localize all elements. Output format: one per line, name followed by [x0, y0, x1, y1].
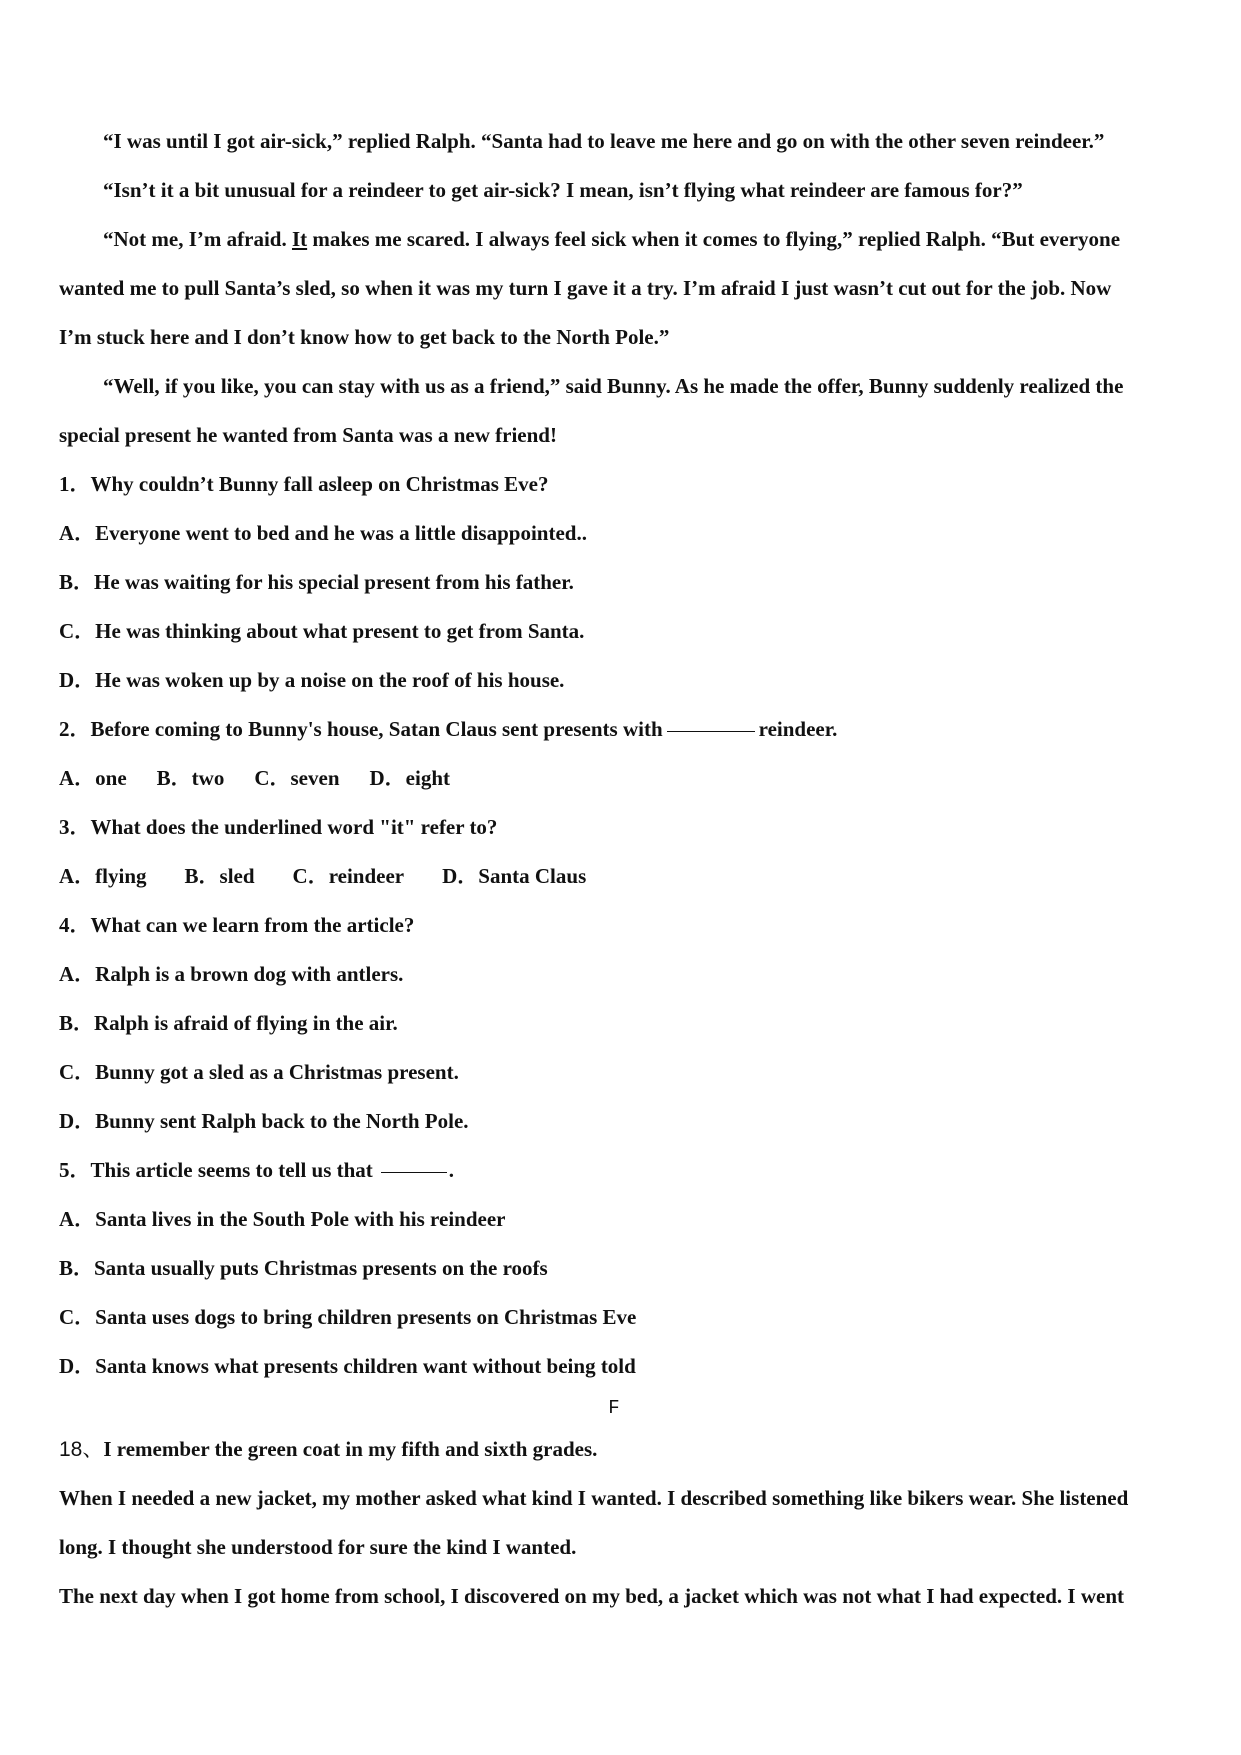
answer-option: B．He was waiting for his special present from his father. — [59, 570, 574, 594]
answer-option: B．Santa usually puts Christmas presents on the roofs — [59, 1256, 548, 1280]
answer-option: D．Santa Claus — [442, 864, 587, 888]
answer-option: B．sled — [184, 864, 255, 888]
answer-option: D．eight — [369, 766, 451, 790]
question-text: . — [448, 1158, 455, 1182]
answer-options-row — [59, 852, 1179, 901]
answer-option: A．Ralph is a brown dog with antlers. — [59, 962, 404, 986]
story-line: special present he wanted from Santa was a new friend! — [59, 423, 557, 447]
answer-option: B．two — [156, 766, 225, 790]
answer-option: C．Santa uses dogs to bring children presents on Christmas Eve — [59, 1305, 637, 1329]
answer-option: A．one — [59, 766, 127, 790]
passage-title — [59, 1425, 1179, 1474]
passage-title-text: I remember the green coat in my fifth and sixth grades. — [103, 1437, 598, 1461]
question-text: 2．Before coming to Bunny's house, Satan Claus sent presents with — [59, 717, 663, 741]
answer-option: D．He was woken up by a noise on the roof of his house. — [59, 668, 565, 692]
underlined-word: It — [291, 227, 308, 251]
answer-option: C．Bunny got a sled as a Christmas present. — [59, 1060, 459, 1084]
answer-option: C．He was thinking about what present to get from Santa. — [59, 619, 585, 643]
answer-option: B．Ralph is afraid of flying in the air. — [59, 1011, 398, 1035]
passage-line: The next day when I got home from school, I discovered on my bed, a jacket which was not what I had expected. I went — [59, 1584, 1124, 1608]
question-stem — [59, 1146, 1179, 1195]
question-stem — [59, 705, 1179, 754]
document-page — [59, 117, 1179, 1621]
section-letter: F — [608, 1397, 620, 1419]
story-text: “Not me, I’m afraid. — [103, 227, 292, 251]
answer-blank — [667, 730, 755, 732]
question-text: 5．This article seems to tell us that — [59, 1158, 373, 1182]
story-paragraph: “Isn’t it a bit unusual for a reindeer to get air-sick? I mean, isn’t flying what reindeer are famous for?” — [103, 178, 1023, 202]
answer-option: A．Santa lives in the South Pole with his reindeer — [59, 1207, 506, 1231]
question-stem: 3．What does the underlined word "it" refer to? — [59, 815, 498, 839]
answer-option: D．Bunny sent Ralph back to the North Pole. — [59, 1109, 469, 1133]
story-paragraph: “Well, if you like, you can stay with us as a friend,” said Bunny. As he made the offer, Bunny suddenly realized the — [103, 374, 1124, 398]
answer-options-row — [59, 754, 1179, 803]
answer-option: D．Santa knows what presents children want without being told — [59, 1354, 636, 1378]
question-stem: 1．Why couldn’t Bunny fall asleep on Christmas Eve? — [59, 472, 549, 496]
answer-option: C．reindeer — [292, 864, 405, 888]
passage-number: 18、 — [59, 1438, 104, 1461]
question-stem: 4．What can we learn from the article? — [59, 913, 415, 937]
answer-option: A．Everyone went to bed and he was a little disappointed.. — [59, 521, 587, 545]
question-text: reindeer. — [758, 717, 838, 741]
story-paragraph — [59, 215, 1179, 264]
story-text: makes me scared. I always feel sick when it comes to flying,” replied Ralph. “But everyone — [307, 227, 1121, 251]
story-line: wanted me to pull Santa’s sled, so when it was my turn I gave it a try. I’m afraid I just wasn’t cut out for the job. Now — [59, 276, 1112, 300]
answer-option: A．flying — [59, 864, 147, 888]
passage-line: long. I thought she understood for sure the kind I wanted. — [59, 1535, 577, 1559]
answer-option: C．seven — [254, 766, 340, 790]
story-line: I’m stuck here and I don’t know how to get back to the North Pole.” — [59, 325, 670, 349]
passage-line: When I needed a new jacket, my mother asked what kind I wanted. I described something like bikers wear. She listened — [59, 1486, 1129, 1510]
answer-blank — [381, 1171, 447, 1173]
story-paragraph: “I was until I got air-sick,” replied Ralph. “Santa had to leave me here and go on with the other seven reindeer.” — [103, 129, 1105, 153]
